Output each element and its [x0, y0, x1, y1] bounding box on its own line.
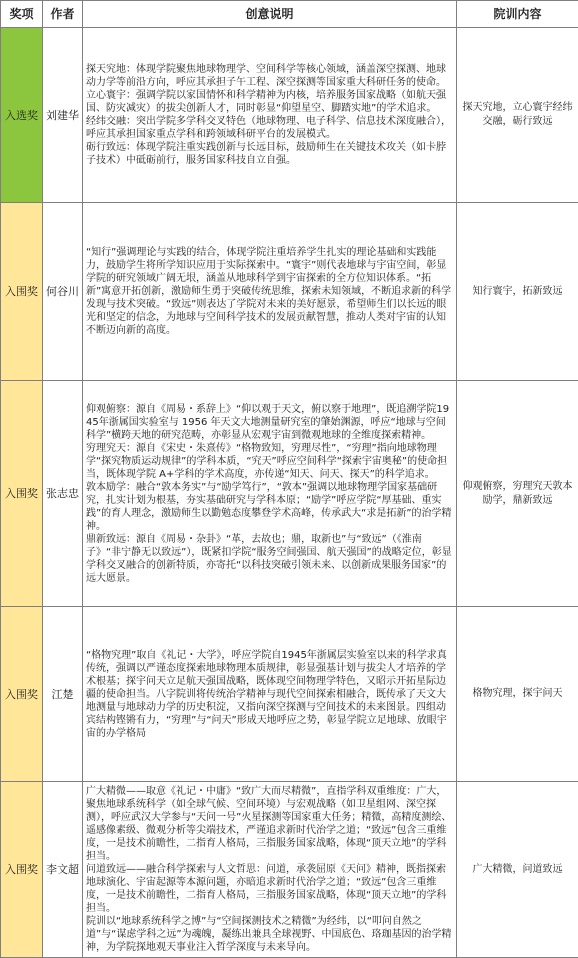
description-cell	[83, 782, 457, 958]
header-description: 创意说明	[83, 1, 457, 28]
content-cell: 仰观俯察，穷理究天敦本励学，鼎新致远	[457, 381, 578, 607]
table-row	[1, 381, 578, 607]
author-cell: 张志忠	[43, 381, 83, 607]
table-row	[1, 607, 578, 782]
author-cell: 江楚	[43, 607, 83, 782]
content-cell: 知行寰宇，拓新致远	[457, 203, 578, 381]
award-cell: 入围奖	[1, 203, 43, 381]
description-text: “格物究理”取自《礼记・大学》，呼应学院自1945年浙属层实验室以来的科学求真传统，强调以严谨态度探索地球物理本质规律，彰显强基计划与拔尖人才培养的学术根基；探宇问天立足航天强国战略，既体现空间物理学特色，又昭示开拓星际边疆的使命担当。八字院训将传统治学精神与现代空间探索相融合，既传承了天文大地测量与地球动力学的历史积淀，又指向深空探测与空间技术的未来图景。四组动宾结构铿锵有力，“穷理”与“问天”形成天地呼应之势，彰显学院立足地球、放眼宇宙的办学格局	[86, 649, 447, 739]
description-cell	[83, 607, 457, 782]
award-cell: 入围奖	[1, 381, 43, 607]
award-cell: 入围奖	[1, 607, 43, 782]
award-cell: 入围奖	[1, 782, 43, 958]
header-author: 作者	[43, 1, 83, 28]
description-text: 探天究地：体现学院聚焦地球物理学、空间科学等核心领域，涵盖深空探测、地球动力学等前沿方向，呼应其承担子午工程、深空探测等国家重大科研任务的使命。 立心寰宇：强调学院以家国情怀和科学精神为内核，培养服务国家战略（如航天强国、防灾减灾）的拔尖创新人才，同时彰显“仰望星空、脚踏实地”的学术追求。 经纬交融：突出学院多学科交叉特色（地球物理、电子科学、信息技术深度融合），呼应其承担国家重点学科和跨领域科研平台的发展模式。 砺行致远：体现学院注重实践创新与长远目标，鼓励师生在关键技术攻关（如卡脖子技术）中砥砺前行，服务国家科技自立自强。	[86, 64, 451, 166]
header-row	[1, 1, 578, 28]
content-cell: 格物究理，探宇问天	[457, 607, 578, 782]
description-text: 仰观俯察：源自《周易・系辞上》“仰以观于天文，俯以察于地理”，既追溯学院1945年浙属国实验室与 1956 年天文大地测量研究室的肇始渊源，呼应“地球与空间科学”横跨天地的研究范畴，亦彰显从宏观宇宙到微观地球的全维度探索精神。 穷理究天：源自《宋史・朱熹传》“格物致知，穷理尽性”，“穷理”指向地球物理学“探究物质运动规律”的学科本质，“究天”呼应空间科学“探索宇宙奥秘”的使命担当，既体现学院 A+学科的学术高度，亦传递“知天、问天、探天”的科学追求。 敦本励学：融合“敦本务实”与“励学笃行”，“敦本”强调以地球物理学国家基础研究，扎实计划为根基，夯实基础研究与学科本原；“励学”呼应学院“厚基础、重实践”的育人理念，激励师生以勤勉态度攀登学术高峰，传承武大“求是拓新”的治学精神。 鼎新致远：源自《周易・杂卦》“革，去故也；鼎，取新也”与“致远”（《淮南子》“非宁静无以致远”），既紧扣学院“服务空间强国、航天强国”的战略定位，彰显学科交叉融合的创新特质，亦寄托“以科技突破引领未来、以创新成果服务国家”的远大愿景。	[86, 403, 452, 584]
description-cell	[83, 203, 457, 381]
author-cell: 刘建华	[43, 28, 83, 203]
header-award: 奖项	[1, 1, 43, 28]
award-cell: 入选奖	[1, 28, 43, 203]
description-cell	[83, 28, 457, 203]
author-cell: 何谷川	[43, 203, 83, 381]
content-cell: 探天究地，立心寰宇经纬交融，砺行致远	[457, 28, 578, 203]
content-cell: 广大精微，问道致远	[457, 782, 578, 958]
description-cell	[83, 381, 457, 607]
table-row	[1, 28, 578, 203]
table-row	[1, 782, 578, 958]
description-text: “知行”强调理论与实践的结合，体现学院注重培养学生扎实的理论基础和实践能力，鼓励学生将所学知识应用于实际探索中。“寰宇”则代表地球与宇宙空间，彰显学院的研究领域广阔无垠，涵盖从地球科学到宇宙探索的全方位知识体系。“拓新”寓意开拓创新，激励师生勇于突破传统思维，探索未知领域，不断追求新的科学发现与技术突破。“致远”则表达了学院对未来的美好愿景，希望师生们以长远的眼光和坚定的信念，为地球与空间科学技术的发展贡献智慧，推动人类对宇宙的认知不断迈向新的高度。	[86, 247, 452, 336]
table-row	[1, 203, 578, 381]
header-content: 院训内容	[457, 1, 578, 28]
author-cell: 李文超	[43, 782, 83, 958]
description-text: 广大精微——取意《礼记・中庸》“致广大而尽精微”，直指学科双重维度：广大，聚焦地球系统科学（如全球气候、空间环境）与宏观战略（如卫星组网、深空探测），呼应武汉大学参与“天问一号”火星探测等国家重大任务；精微，高精度测绘、遥感像素级、微观分析等尖端技术，严谨追求新时代治学之道；“致远”包含三重维度，一是技术前瞻性，二指育人格局，三指服务国家战略，体现“顶天立地”的学科担当。 问道致远——融合科学探索与人文哲思：问道，承袭屈原《天问》精神，既指探索地球演化、宇宙起源等本源问题，亦暗追求新时代治学之道；“致远”包含三重维度，一是技术前瞻性，二指育人格局，三指服务国家战略，体现“顶天立地”的学科担当。 院训以“地球系统科学之博”与“空间探测技术之精微”为经纬，以“叩问自然之道”与“谋虑学科之远”为魂魄，凝练出兼具全球视野、中国底色、珞珈基因的治学精神，为学院探地观天事业注入哲学深度与未来导向。	[86, 786, 452, 953]
